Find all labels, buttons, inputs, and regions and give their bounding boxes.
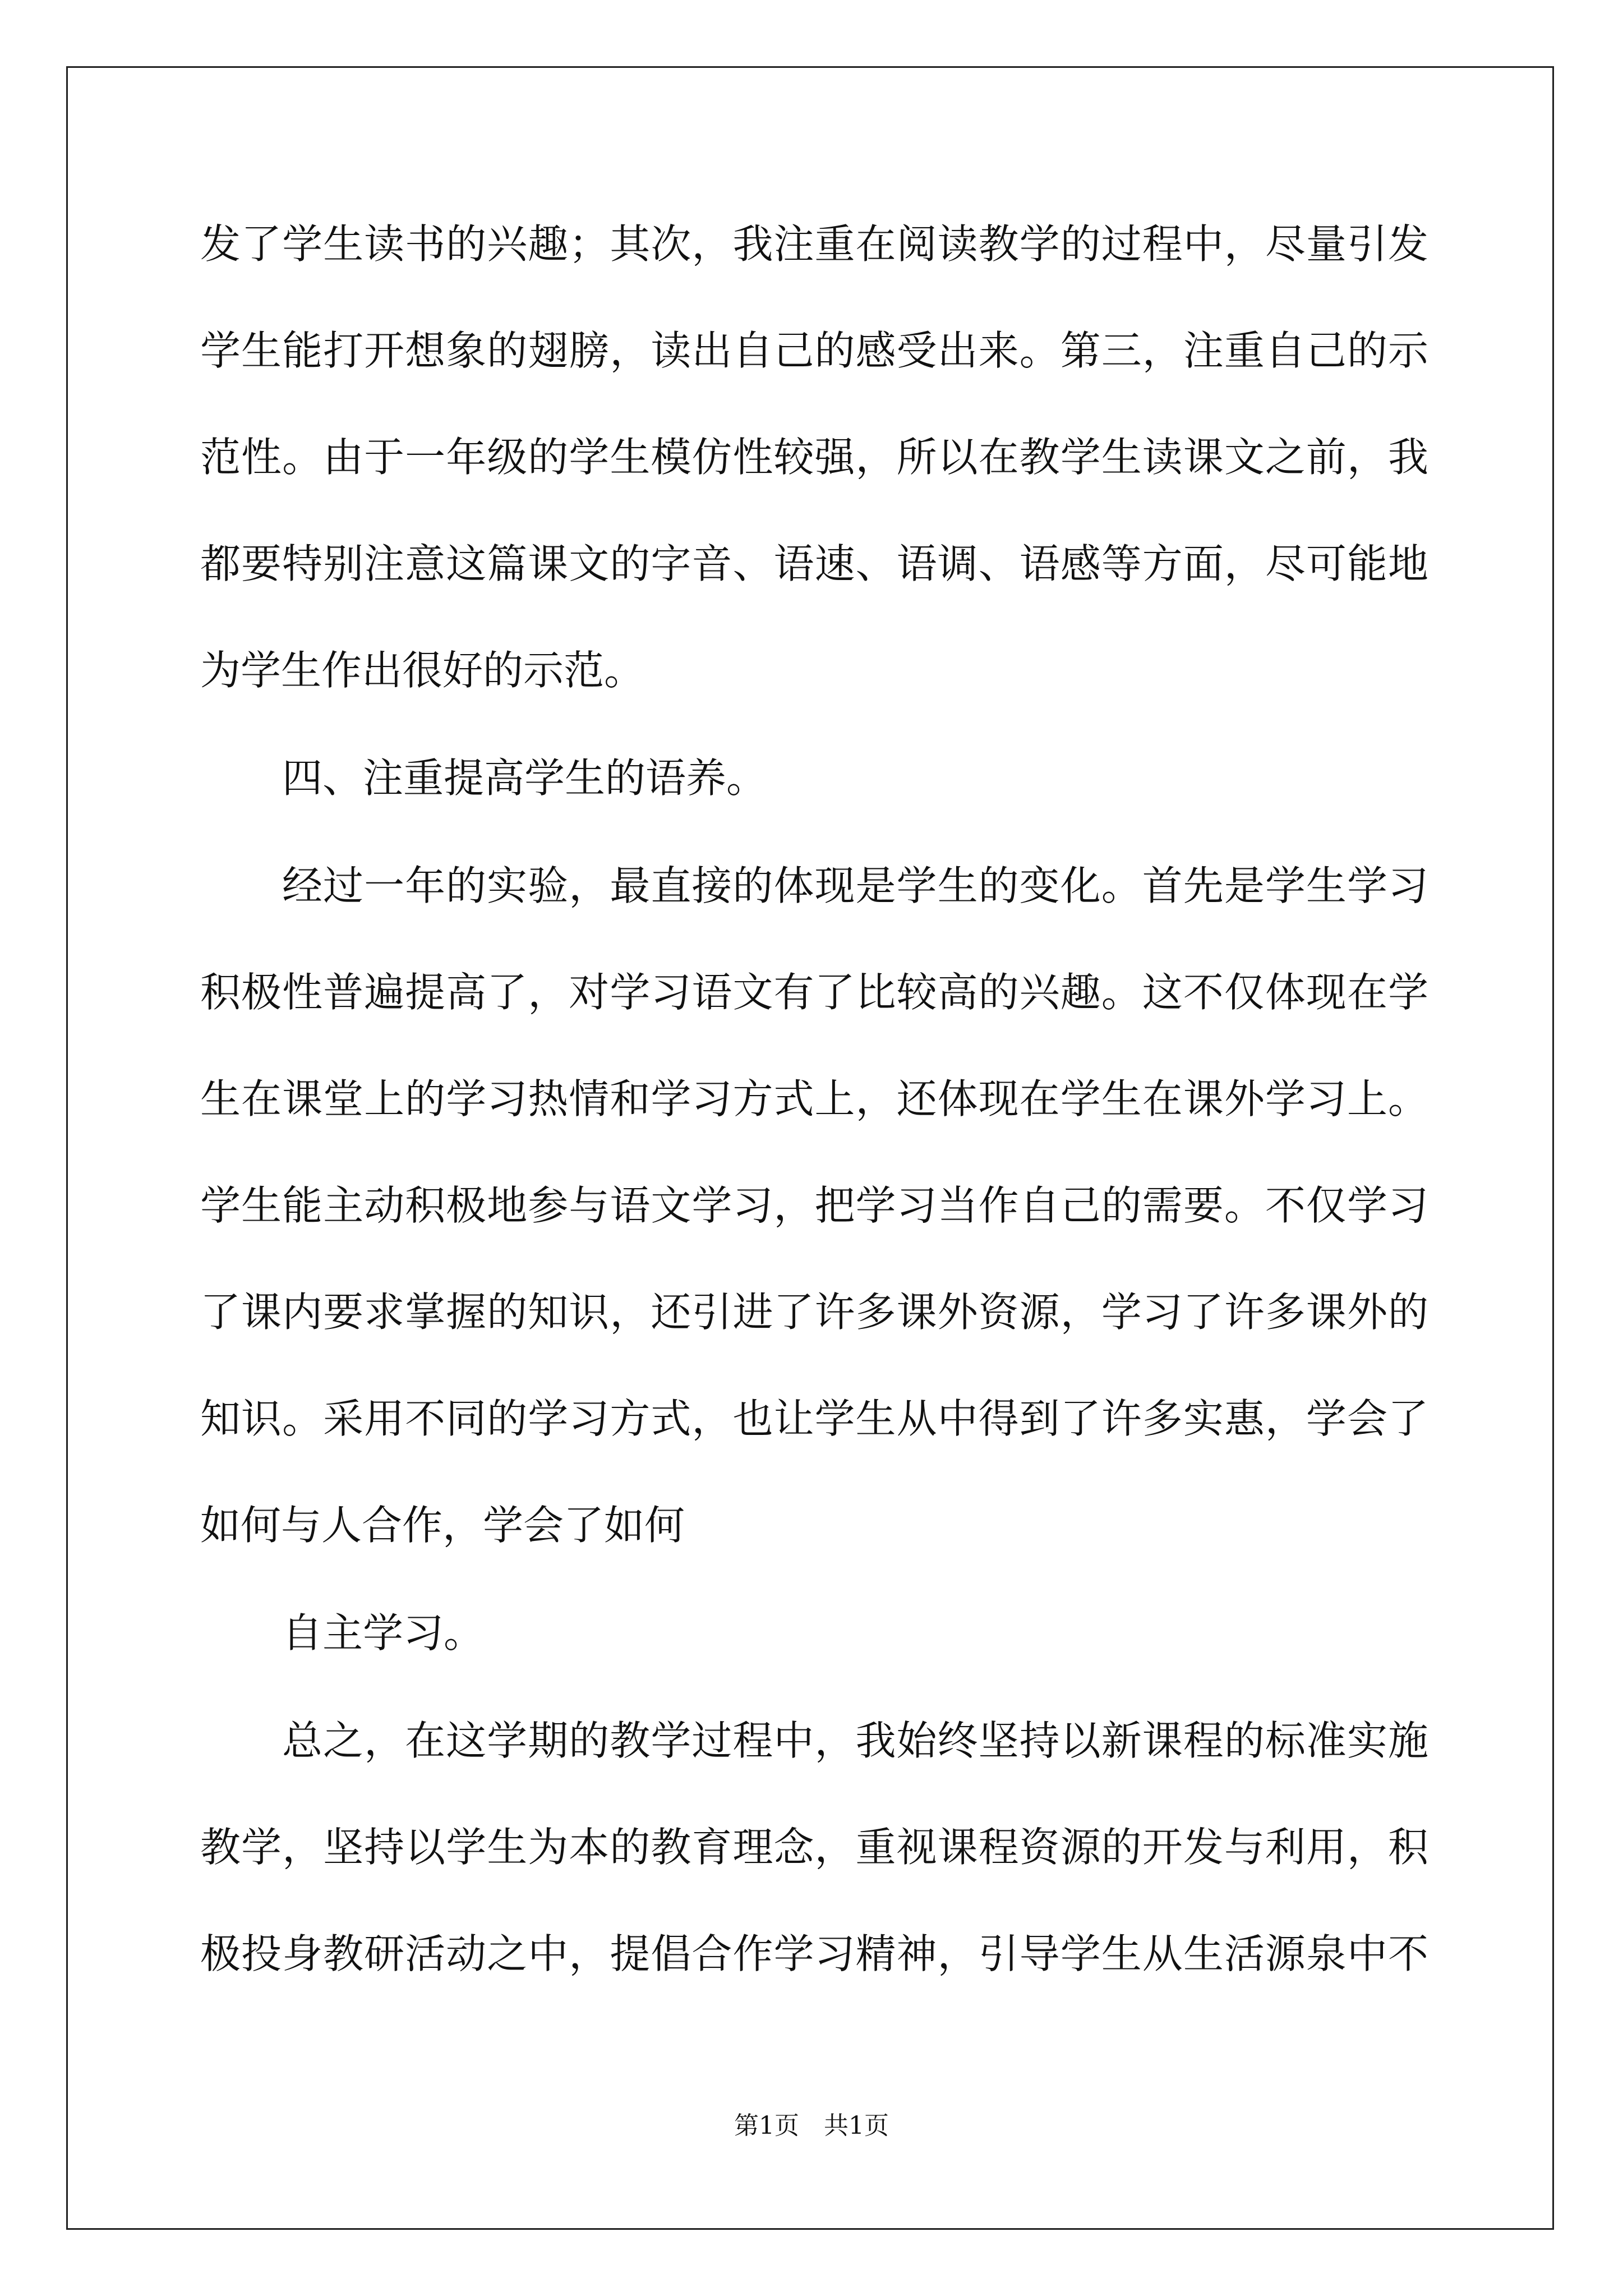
text-line: 学生能打开想象的翅膀，读出自己的感受出来。第三，注重自己的示 [200, 327, 1428, 374]
paragraph-start-line: 自主学习。 [282, 1609, 485, 1657]
section-heading: 四、注重提高学生的语养。 [282, 754, 767, 802]
text-line: 如何与人合作，学会了如何 [200, 1502, 685, 1549]
text-line: 学生能主动积极地参与语文学习，把学习当作自己的需要。不仅学习 [200, 1182, 1428, 1229]
text-line: 发了学生读书的兴趣；其次，我注重在阅读教学的过程中，尽量引发 [200, 220, 1428, 268]
text-line: 生在课堂上的学习热情和学习方式上，还体现在学生在课外学习上。 [200, 1075, 1428, 1122]
text-line: 范性。由于一年级的学生模仿性较强，所以在教学生读课文之前，我 [200, 434, 1428, 481]
text-line: 了课内要求掌握的知识，还引进了许多课外资源，学习了许多课外的 [200, 1289, 1428, 1336]
text-line: 积极性普遍提高了，对学习语文有了比较高的兴趣。这不仅体现在学 [200, 969, 1428, 1016]
page-border [66, 66, 1554, 2230]
text-line: 教学，坚持以学生为本的教育理念，重视课程资源的开发与利用，积 [200, 1824, 1428, 1871]
page-footer: 第1页 共1页 [734, 2111, 889, 2140]
text-line: 极投身教研活动之中，提倡合作学习精神，引导学生从生活源泉中不 [200, 1930, 1428, 1977]
text-line: 都要特别注意这篇课文的字音、语速、语调、语感等方面，尽可能地 [200, 540, 1428, 587]
text-line: 为学生作出很好的示范。 [200, 647, 645, 694]
paragraph-start-line: 总之，在这学期的教学过程中，我始终坚持以新课程的标准实施 [282, 1717, 1428, 1764]
text-line: 知识。采用不同的学习方式，也让学生从中得到了许多实惠，学会了 [200, 1395, 1428, 1442]
paragraph-start-line: 经过一年的实验，最直接的体现是学生的变化。首先是学生学习 [282, 862, 1428, 909]
